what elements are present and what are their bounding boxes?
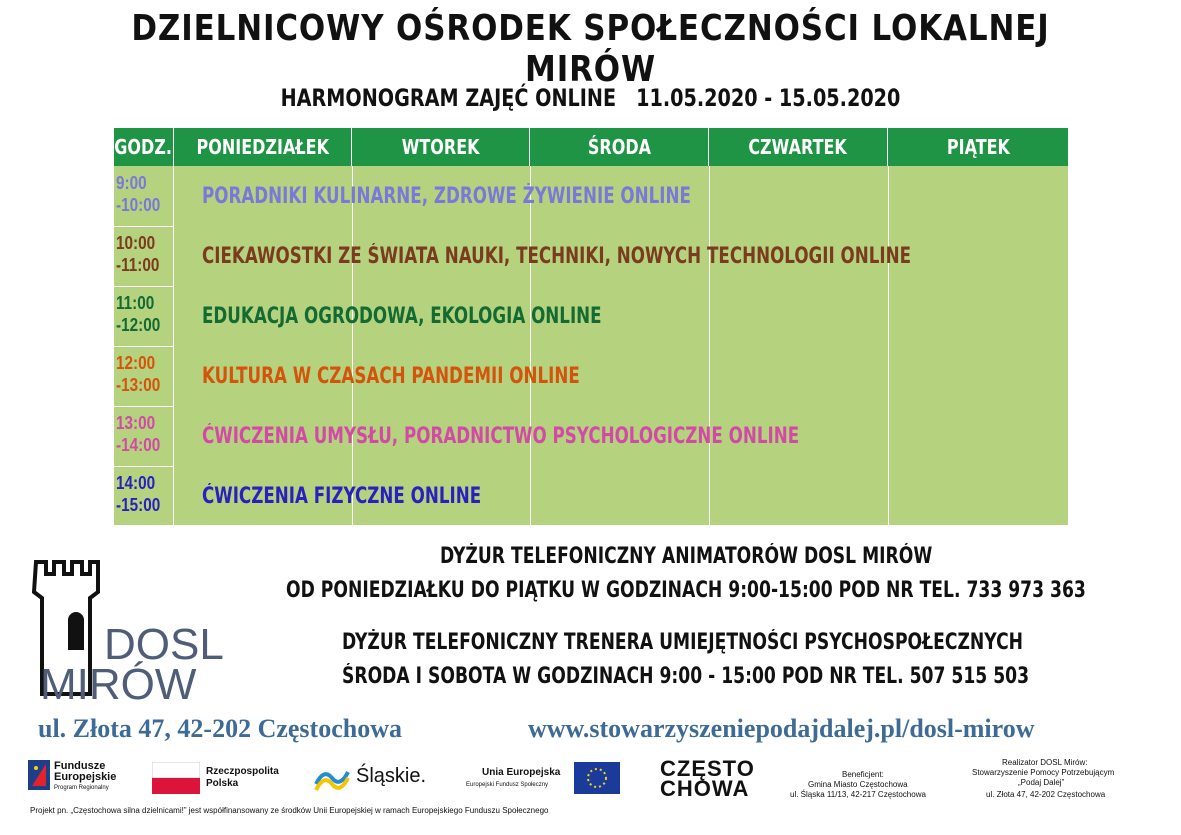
duty-trainer: DYŻUR TELEFONICZNY TRENERA UMIEJĘTNOŚCI PSYCHOSPOŁECZNYCH: [342, 630, 1024, 655]
time-slot: 11:00 -12:00: [116, 293, 161, 335]
eu-title: Unia Europejska: [482, 767, 561, 778]
header-hours: GODZ.: [114, 128, 174, 166]
slaskie-icon: [314, 764, 350, 792]
eu-subtitle: Europejski Fundusz Społeczny: [466, 782, 549, 788]
logo-mirow: MIRÓW: [40, 660, 197, 709]
beneficiary-name: Gmina Miasto Częstochowa: [808, 780, 908, 789]
slaskie-label: Śląskie.: [356, 765, 427, 787]
row-divider: [114, 226, 174, 227]
time-slot: 12:00 -13:00: [116, 353, 161, 395]
czestochowa-logo-top: CZĘSTO: [660, 756, 755, 781]
eu-funds-title: Fundusze Europejskie: [54, 760, 117, 783]
header-tuesday: WTOREK: [352, 128, 530, 166]
website-link[interactable]: www.stowarzyszeniepodajdalej.pl/dosl-mirow: [528, 714, 1035, 743]
realizer-name-2: „Podaj Dalej”: [1018, 778, 1065, 787]
activity-culinary: PORADNIKI KULINARNE, ZDROWE ŻYWIENIE ONLINE: [202, 183, 691, 209]
column-divider: [709, 166, 710, 525]
project-note: Projekt pn. „Częstochowa silna dzielnicami!” jest współfinansowany ze środków Unii Europejskiej w ramach Europejskiego Funduszu Społecznego: [30, 806, 549, 815]
activity-physical: ĆWICZENIA FIZYCZNE ONLINE: [202, 483, 482, 509]
address: ul. Złota 47, 42-202 Częstochowa: [38, 714, 402, 743]
schedule-subtitle: HARMONOGRAM ZAJĘĆ ONLINE 11.05.2020 - 15.05.2020: [280, 84, 901, 112]
rp-label: Rzeczpospolita Polska: [206, 766, 279, 789]
header-friday: PIĄTEK: [888, 128, 1068, 166]
header-wednesday: ŚRODA: [530, 128, 709, 166]
duty-animators-hours: OD PONIEDZIAŁKU DO PIĄTKU W GODZINACH 9:00-15:00 POD NR TEL. 733 973 363: [286, 578, 1086, 603]
duty-trainer-hours: ŚRODA I SOBOTA W GODZINACH 9:00 - 15:00 POD NR TEL. 507 515 503: [342, 664, 1030, 689]
logo-dosl: DOSL: [104, 620, 224, 669]
time-slot: 10:00 -11:00: [116, 233, 160, 275]
row-divider: [114, 346, 174, 347]
beneficiary-title: Beneficjent:: [842, 770, 884, 779]
activity-gardening: EDUKACJA OGRODOWA, EKOLOGIA ONLINE: [202, 303, 602, 329]
column-divider: [888, 166, 889, 525]
duty-animators: DYŻUR TELEFONICZNY ANIMATORÓW DOSL MIRÓW: [440, 544, 933, 569]
activity-science: CIEKAWOSTKI ZE ŚWIATA NAUKI, TECHNIKI, NOWYCH TECHNOLOGII ONLINE: [202, 243, 912, 269]
time-slot: 9:00 -10:00: [116, 173, 161, 215]
page-title: DZIELNICOWY OŚRODEK SPOŁECZNOŚCI LOKALNEJ MIRÓW: [131, 8, 1050, 90]
eu-flag-icon: [574, 762, 620, 794]
beneficiary-address: ul. Śląska 11/13, 42-217 Częstochowa: [790, 790, 926, 799]
realizer-address: ul. Złota 47, 42-202 Częstochowa: [986, 790, 1106, 799]
row-divider: [114, 406, 174, 407]
activity-culture: KULTURA W CZASACH PANDEMII ONLINE: [202, 363, 580, 389]
polish-flag-icon: [152, 762, 200, 794]
row-divider: [114, 286, 174, 287]
row-divider: [114, 466, 174, 467]
realizer-name: Stowarzyszenie Pomocy Potrzebującym: [972, 768, 1115, 777]
eu-funds-icon: [28, 760, 50, 790]
header-monday: PONIEDZIAŁEK: [174, 128, 352, 166]
header-thursday: CZWARTEK: [709, 128, 888, 166]
schedule-table: [114, 128, 1068, 525]
time-slot: 14:00 -15:00: [116, 473, 161, 515]
time-slot: 13:00 -14:00: [116, 413, 161, 455]
czestochowa-logo-bottom: CHOWA: [660, 776, 750, 801]
activity-mind: ĆWICZENIA UMYSŁU, PORADNICTWO PSYCHOLOGICZNE ONLINE: [202, 423, 800, 449]
realizer-title: Realizator DOSL Mirów:: [1002, 758, 1088, 767]
eu-funds-subtitle: Program Regionalny: [54, 785, 109, 791]
